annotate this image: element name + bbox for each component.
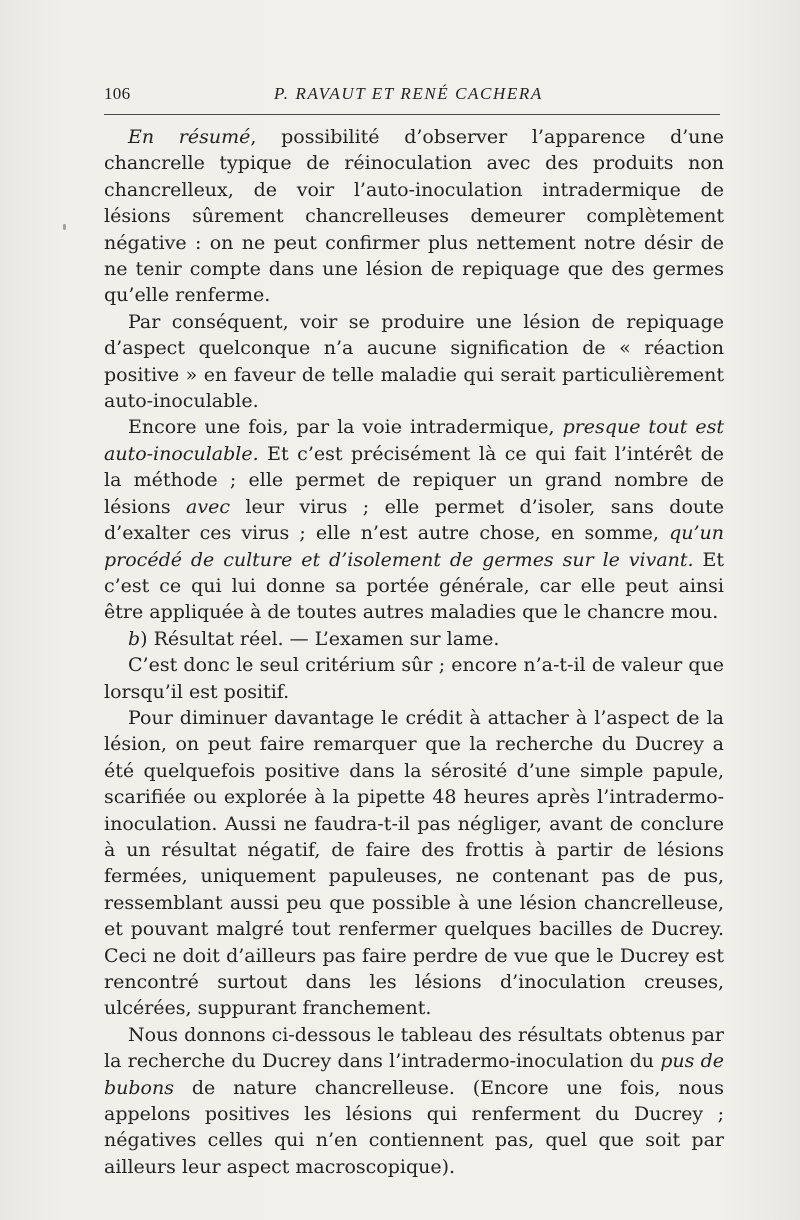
italic-phrase: pus de bubons [104,1050,724,1099]
paragraph-pour-diminuer [104,705,724,1022]
section-letter: b [128,627,141,650]
running-title: P. RAVAUT ET RENÉ CACHERA [274,84,543,103]
header-rule [104,114,720,115]
text-run: Par conséquent, voir se produire une lésion de repiquage d’aspect quelconque n’a aucune signification de « réaction positive » en faveur de telle maladie qui serait particulièrement auto-inoculable. [104,310,724,413]
section-heading-resultat-reel [104,626,724,652]
text-run: , possibilité d’observer l’apparence d’une chancrelle typique de réinoculation avec des produits non chancrelleux, de voir l’auto-inoculation intradermique de lésions sûrement chancrelleuses demeurer complètement négative : on ne peut confirmer plus nettement notre désir de ne tenir compte dans une lésion de repiquage que des germes qu’elle renferme. [104,126,724,307]
paragraph-encore-une-fois [104,414,724,625]
text-run: ) Résultat réel. — L’examen sur lame. [140,627,500,650]
text-run: Et c’est ce qui lui donne sa portée générale, car elle peut ainsi être appliquée à de toutes autres maladies que le chancre mou. [104,548,725,624]
text-run: de nature chancrelleuse. (Encore une fois, nous appelons positives les lésions qui renferment du Ducrey ; négatives celles qui n’en contiennent pas, quel que soit par ailleurs leur aspect macroscopique). [104,1076,724,1178]
text-run: Nous donnons ci-dessous le tableau des résultats obtenus par la recherche du Ducrey dans l’intradermo-inoculation du [104,1023,724,1073]
paragraph-par-consequent [104,309,724,415]
paragraph-en-resume [104,124,724,309]
body-text [104,124,724,1180]
italic-phrase: presque tout est auto-inoculable. [104,416,724,465]
text-run: Et c’est précisément là ce qui fait l’intérêt de la méthode ; elle permet de repiquer un grand nombre de lésions [104,442,724,518]
paragraph-critere [104,652,724,705]
paragraph-nous-donnons [104,1022,724,1180]
text-run: leur virus ; elle permet d’isoler, sans doute d’exalter ces virus ; elle n’est autre chose, en somme, [104,495,724,545]
page-number: 106 [104,84,131,103]
italic-phrase: qu’un procédé de culture et d’isolement de germes sur le vivant. [104,522,724,571]
italic-phrase: En résumé [128,126,251,148]
text-run: Pour diminuer davantage le crédit à attacher à l’aspect de la lésion, on peut faire remarquer que la recherche du Ducrey a été quelquefois positive dans la sérosité d’une simple papule, scarifiée ou explorée à la pipette 48 heures après l’intradermo-inoculation. Aussi ne faudra-t-il pas négliger, avant de conclure à un résultat négatif, de faire des frottis à partir de lésions fermées, uniquement papuleuses, ne contenant pas de pus, ressemblant aussi peu que possible à une lésion chancrelleuse, et pouvant malgré tout renfermer quelques bacilles de Ducrey. Ceci ne doit d’ailleurs pas faire perdre de vue que le Ducrey est rencontré surtout dans les lésions d’inoculation creuses, ulcérées, suppurant franchement. [104,706,724,1020]
text-run: C’est donc le seul critérium sûr ; encore n’a-t-il de valeur que lorsqu’il est positif. [104,654,724,703]
page-header [104,84,720,110]
text-run: Encore une fois, par la voie intradermique, [128,416,563,439]
print-speck [63,224,66,230]
italic-phrase: avec [186,495,230,518]
